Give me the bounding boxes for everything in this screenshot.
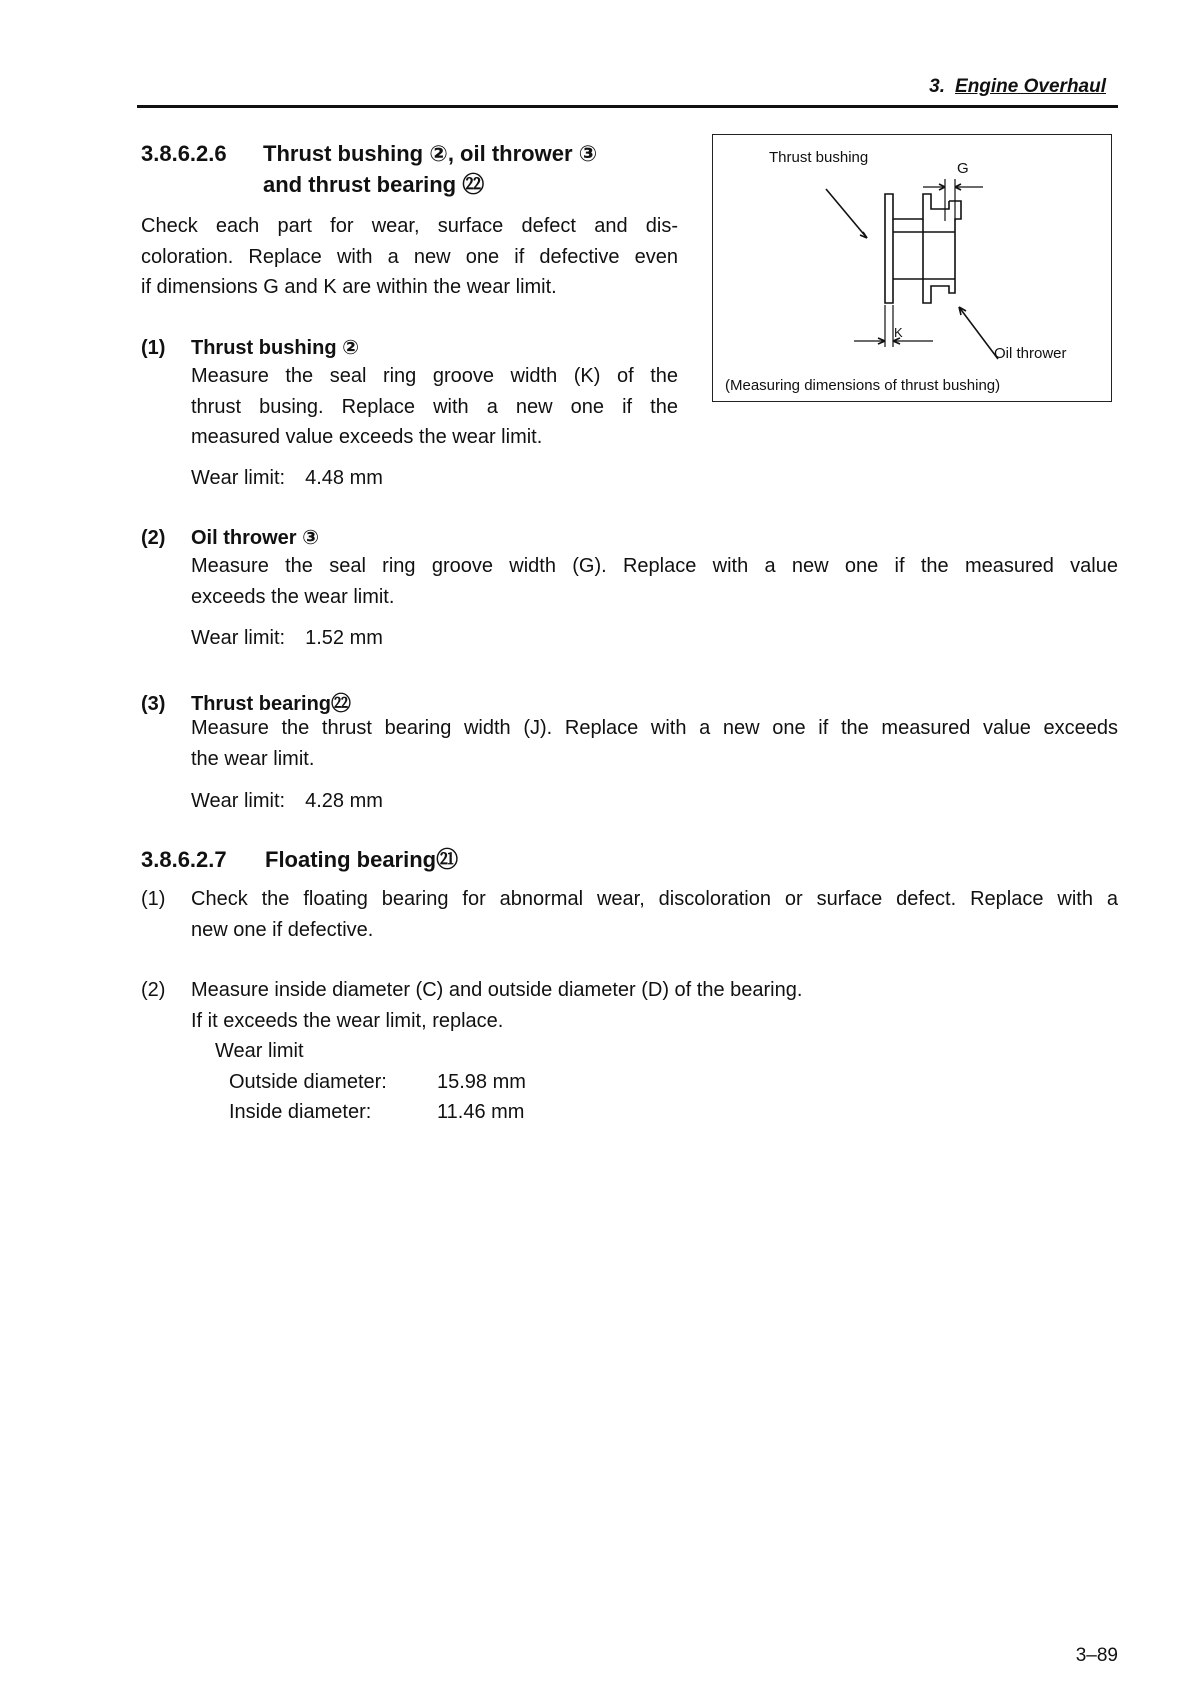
row-value: 11.46 mm <box>437 1101 525 1123</box>
step-1 <box>141 884 1118 945</box>
section-heading-2 <box>141 844 458 876</box>
bushing-top-outline <box>885 194 931 219</box>
bottom-left-flange <box>885 279 893 303</box>
item-3-heading <box>141 687 351 716</box>
wear-limit-row <box>229 1097 1118 1128</box>
label-g: G <box>957 160 969 177</box>
section-heading-1 <box>141 138 597 170</box>
chapter-title: Engine Overhaul <box>955 76 1106 97</box>
step-number: (1) <box>141 888 166 910</box>
label-thrust-bushing: Thrust bushing <box>769 149 869 166</box>
step-text-line: Check the floating bearing for abnormal wear, discoloration or surface defect. Replace with a <box>191 888 1118 910</box>
item-number: (1) <box>141 337 166 359</box>
chapter-number: 3. <box>929 76 946 97</box>
section-title: Floating bearing㉑ <box>265 847 459 872</box>
thrust-bushing-figure <box>712 134 1112 402</box>
item-3-body <box>191 713 1118 774</box>
top-groove <box>931 201 949 209</box>
wear-limit-table <box>229 1067 1118 1128</box>
step-text-line: If it exceeds the wear limit, replace. <box>191 1009 504 1032</box>
item-1-wear-limit <box>191 463 383 494</box>
row-label: Inside diameter: <box>229 1101 372 1123</box>
label-oil-thrower: Oil thrower <box>994 345 1067 362</box>
item-1-body <box>191 361 678 453</box>
item-number: (3) <box>141 693 166 715</box>
section-title-line2: and thrust bearing ㉒ <box>263 172 485 197</box>
thrust-bushing-diagram <box>713 135 1113 403</box>
step-text-line: new one if defective. <box>191 918 374 941</box>
wear-limit-label: Wear limit: <box>191 627 286 649</box>
row-label: Outside diameter: <box>229 1070 387 1093</box>
bottom-groove <box>923 279 955 303</box>
item-text-line: measured value exceeds the wear limit. <box>191 426 543 448</box>
figure-caption: (Measuring dimensions of thrust bushing) <box>725 377 1001 394</box>
leader-bushing <box>826 189 867 238</box>
intro-line: if dimensions G and K are within the wear limit. <box>141 276 557 298</box>
item-text-line: Measure the seal ring groove width (G). Replace with a new one if the measured value <box>191 555 1118 577</box>
item-1-heading <box>141 335 359 360</box>
wear-limit-value: 4.28 mm <box>305 790 383 812</box>
label-k: K <box>894 325 903 340</box>
item-title: Oil thrower ③ <box>191 527 320 549</box>
item-title: Thrust bearing㉒ <box>191 693 352 715</box>
row-value: 15.98 mm <box>437 1070 526 1093</box>
wear-limit-value: 1.52 mm <box>305 627 383 649</box>
item-2-wear-limit <box>191 623 383 654</box>
item-text-line: the wear limit. <box>191 747 315 770</box>
item-number: (2) <box>141 527 166 549</box>
page-number: 3–89 <box>1075 1645 1118 1666</box>
wear-limit-value: 4.48 mm <box>305 467 383 489</box>
wear-limit-heading: Wear limit <box>215 1040 304 1062</box>
section-intro <box>141 211 678 303</box>
wear-limit-label: Wear limit: <box>191 467 286 489</box>
item-text-line: thrust busing. Replace with a new one if the <box>191 395 678 418</box>
step-text-line: Measure inside diameter (C) and outside diameter (D) of the bearing. <box>191 979 803 1001</box>
item-title: Thrust bushing ② <box>191 337 360 359</box>
header-rule <box>137 105 1118 108</box>
section-title-line1: Thrust bushing ②, oil thrower ③ <box>263 141 598 166</box>
intro-line: coloration. Replace with a new one if defective even <box>141 245 678 268</box>
item-2-heading <box>141 525 319 550</box>
item-text-line: exceeds the wear limit. <box>191 585 395 608</box>
section-number: 3.8.6.2.7 <box>141 847 227 872</box>
item-3-wear-limit <box>191 786 383 817</box>
step-number: (2) <box>141 979 166 1001</box>
intro-line: Check each part for wear, surface defect and dis- <box>141 215 678 237</box>
item-2-body <box>191 551 1118 612</box>
step-2 <box>141 975 1118 1128</box>
item-text-line: Measure the thrust bearing width (J). Replace with a new one if the measured value exceeds <box>191 717 1118 739</box>
wear-limit-label: Wear limit: <box>191 790 286 812</box>
item-text-line: Measure the seal ring groove width (K) of the <box>191 365 678 387</box>
wear-limit-row <box>229 1067 1118 1098</box>
leader-thrower <box>959 307 998 359</box>
section-number: 3.8.6.2.6 <box>141 141 227 166</box>
running-header <box>929 76 1106 98</box>
